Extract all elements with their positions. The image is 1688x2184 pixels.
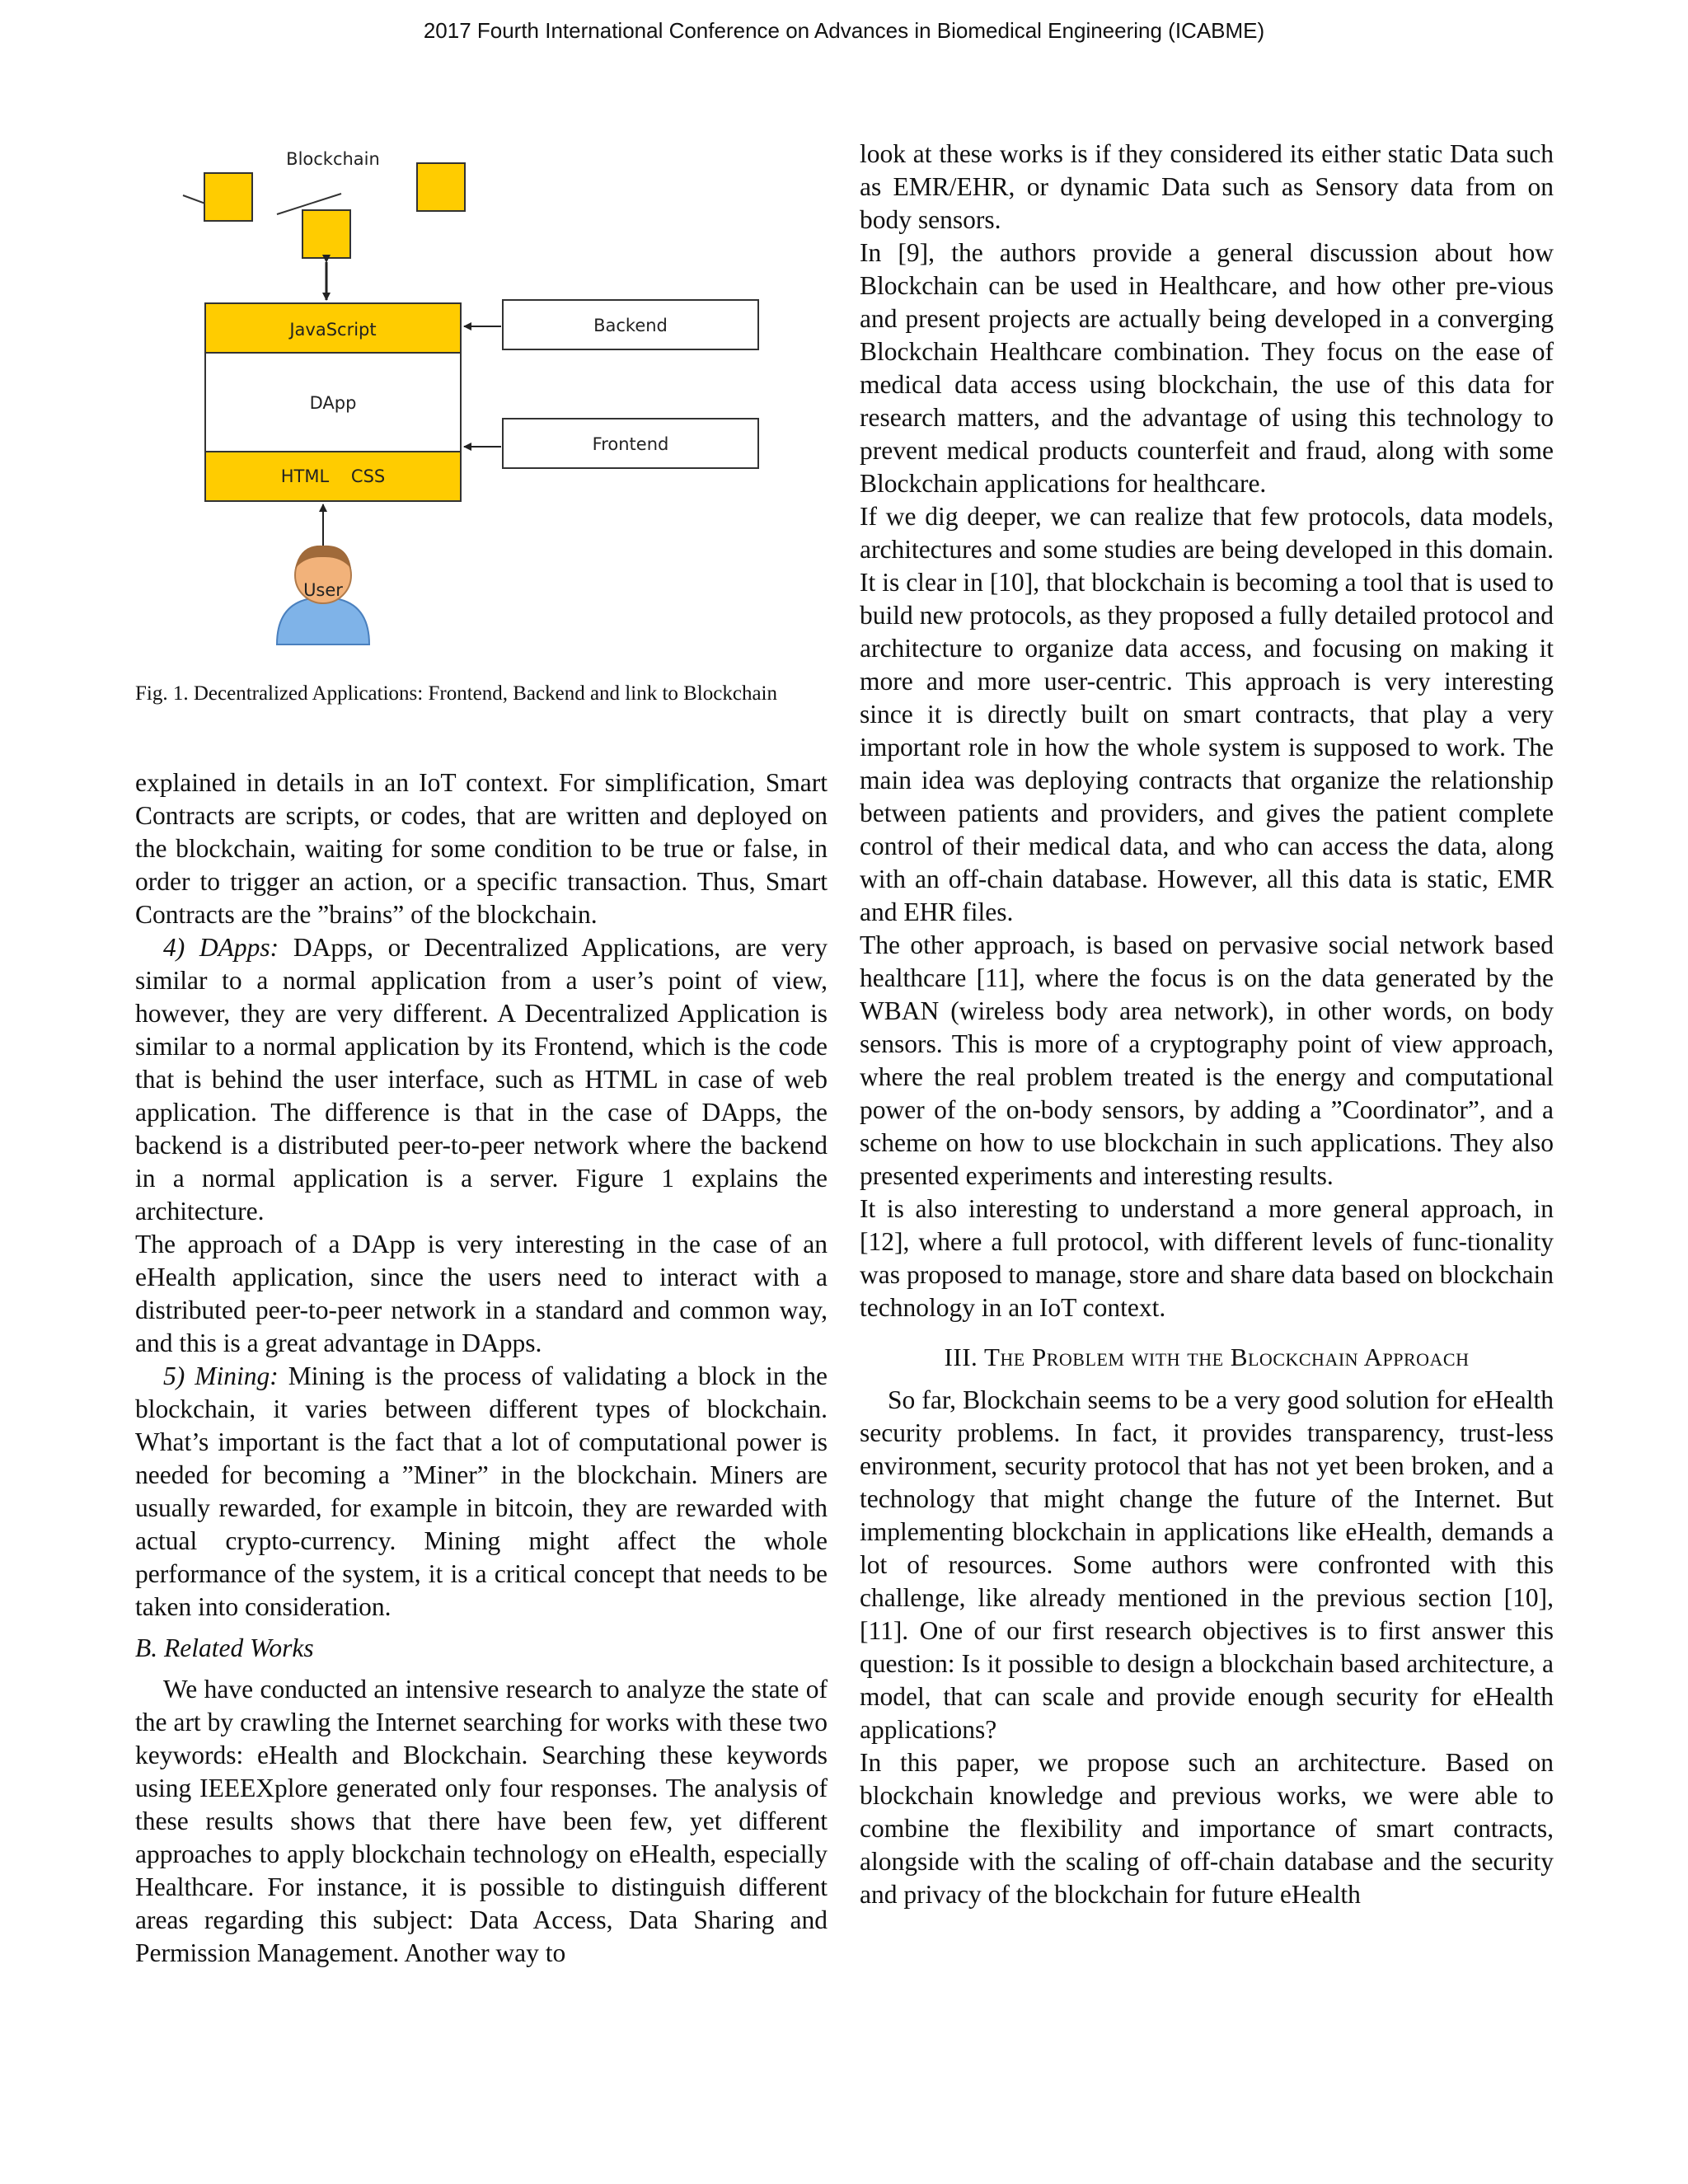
backend-label: Backend: [593, 316, 668, 335]
subsubsection-label: 5) Mining:: [163, 1361, 279, 1390]
paragraph: explained in details in an IoT context. For simplification, Smart Contracts are scripts, or codes, that are written and deployed on the blockchain, waiting for some condition to be true or false, in order to trigger an action, or a specific transaction. Thus, Smart Contracts are the ”brains” of the blockchain.: [135, 768, 828, 929]
html-css-label: HTML CSS: [280, 466, 386, 486]
paragraph: It is also interesting to understand a more general approach, in [12], where a full protocol, with different levels of func-tionality was proposed to manage, store and share data based on blockchain technology in an IoT context.: [860, 1194, 1554, 1322]
section-heading: III. The Problem with the Blockchain Approach: [944, 1343, 1470, 1371]
user-label: User: [303, 580, 343, 600]
paragraph-dapps: [135, 931, 828, 1228]
paragraph: look at these works is if they considered its either static Data such as EMR/EHR, or dynamic Data such as Sensory data from on body sensors.: [860, 139, 1554, 234]
paragraph: In this paper, we propose such an architecture. Based on blockchain knowledge and previous works, we were able to combine the flexibility and importance of smart contracts, alongside with the scaling of off-chain database and the security and privacy of the blockchain for future eHealth: [860, 1748, 1554, 1909]
paragraph: So far, Blockchain seems to be a very good solution for eHealth security problems. In fact, it provides transparency, trust-less environment, security protocol that has not yet been broken, and a technology that might change the future of the Internet. But implementing blockchain in applications like eHealth, demands a lot of resources. Some authors were confronted with this challenge, like already mentioned in the previous section [10], [11]. One of our first research objectives is to first answer this question: Is it possible to design a blockchain based architecture, a model, that can scale and provide enough security for eHealth applications?: [860, 1385, 1554, 1744]
paragraph: In [9], the authors provide a general discussion about how Blockchain can be used in Healthcare, and how other pre-vious and present projects are actually being developed in a converging Blockchain Healthcare combination. They focus on the ease of medical data access using blockchain, the use of this data for research matters, and the advantage of using this technology to prevent medical products counterfeit and fraud, along with some Blockchain applications for healthcare.: [860, 238, 1554, 498]
blockchain-node-right: [417, 163, 465, 211]
blockchain-label: Blockchain: [286, 149, 380, 169]
subsection-heading: B. Related Works: [135, 1633, 314, 1662]
conference-header: 2017 Fourth International Conference on Advances in Biomedical Engineering (ICABME): [423, 18, 1265, 43]
right-column: [860, 138, 1554, 1911]
left-column: [135, 766, 828, 1970]
paragraph: The approach of a DApp is very interesting in the case of an eHealth application, since the users need to interact with a distributed peer-to-peer network in a standard and common way, and this is a great advantage in DApps.: [135, 1230, 828, 1357]
subsubsection-label: 4) DApps:: [163, 933, 279, 962]
figure-1: [135, 140, 828, 668]
paragraph-text: Mining is the process of validating a block in the blockchain, it varies between different types of blockchain. What’s important is the fact that a lot of computational power is needed for becoming a ”Miner” in the blockchain. Miners are usually rewarded, for example in bitcoin, they are rewarded with actual crypto-currency. Mining might affect the whole performance of the system, it is a critical concept that needs to be taken into consideration.: [135, 1361, 828, 1621]
paragraph-text: DApps, or Decentralized Applications, are very similar to a normal application from a user’s point of view, however, they are very different. A Decentralized Application is similar to a normal application by its Frontend, which is the code that is behind the user interface, such as HTML in case of web application. The difference is that in the case of DApps, the backend is a distributed peer-to-peer network where the backend in a normal application is a server. Figure 1 explains the architecture.: [135, 933, 828, 1226]
paragraph: We have conducted an intensive research to analyze the state of the art by crawling the Internet searching for works with these two keywords: eHealth and Blockchain. Searching these keywords using IEEEXplore generated only four responses. The analysis of these results shows that there have been few, yet different approaches to apply blockchain technology on eHealth, especially Healthcare. For instance, it is possible to distinguish different areas regarding this subject: Data Access, Data Sharing and Permission Management. Another way to: [135, 1675, 828, 1967]
paragraph-mining: [135, 1360, 828, 1624]
javascript-label: JavaScript: [289, 320, 377, 340]
frontend-label: Frontend: [592, 434, 669, 454]
blockchain-node-center: [302, 210, 350, 258]
paragraph: If we dig deeper, we can realize that few protocols, data models, architectures and some studies are being developed in this domain. It is clear in [10], that blockchain is becoming a tool that is used to build new protocols, as they proposed a fully detailed protocol and architecture to organize data access, and focusing on making it more and more user-centric. This approach is very interesting since it is directly built on smart contracts, that play a very important role in how the whole system is supposed to work. The main idea was deploying contracts that organize the relationship between patients and providers, and gives the patient complete control of their medical data, and who can access the data, along with an off-chain database. However, all this data is static, EMR and EHR files.: [860, 502, 1554, 926]
dapp-label: DApp: [309, 393, 357, 413]
figure-caption: Fig. 1. Decentralized Applications: Frontend, Backend and link to Blockchain: [135, 682, 777, 705]
paragraph: The other approach, is based on pervasive social network based healthcare [11], where the focus is on the data generated by the WBAN (wireless body area network), in other words, on body sensors. This is more of a cryptography point of view approach, where the real problem treated is the energy and computational power of the on-body sensors, by adding a ”Coordinator”, and a scheme on how to use blockchain in such applications. They also presented experiments and interesting results.: [860, 930, 1554, 1190]
blockchain-node-left: [204, 173, 252, 221]
dapp-architecture-diagram: [135, 140, 828, 668]
